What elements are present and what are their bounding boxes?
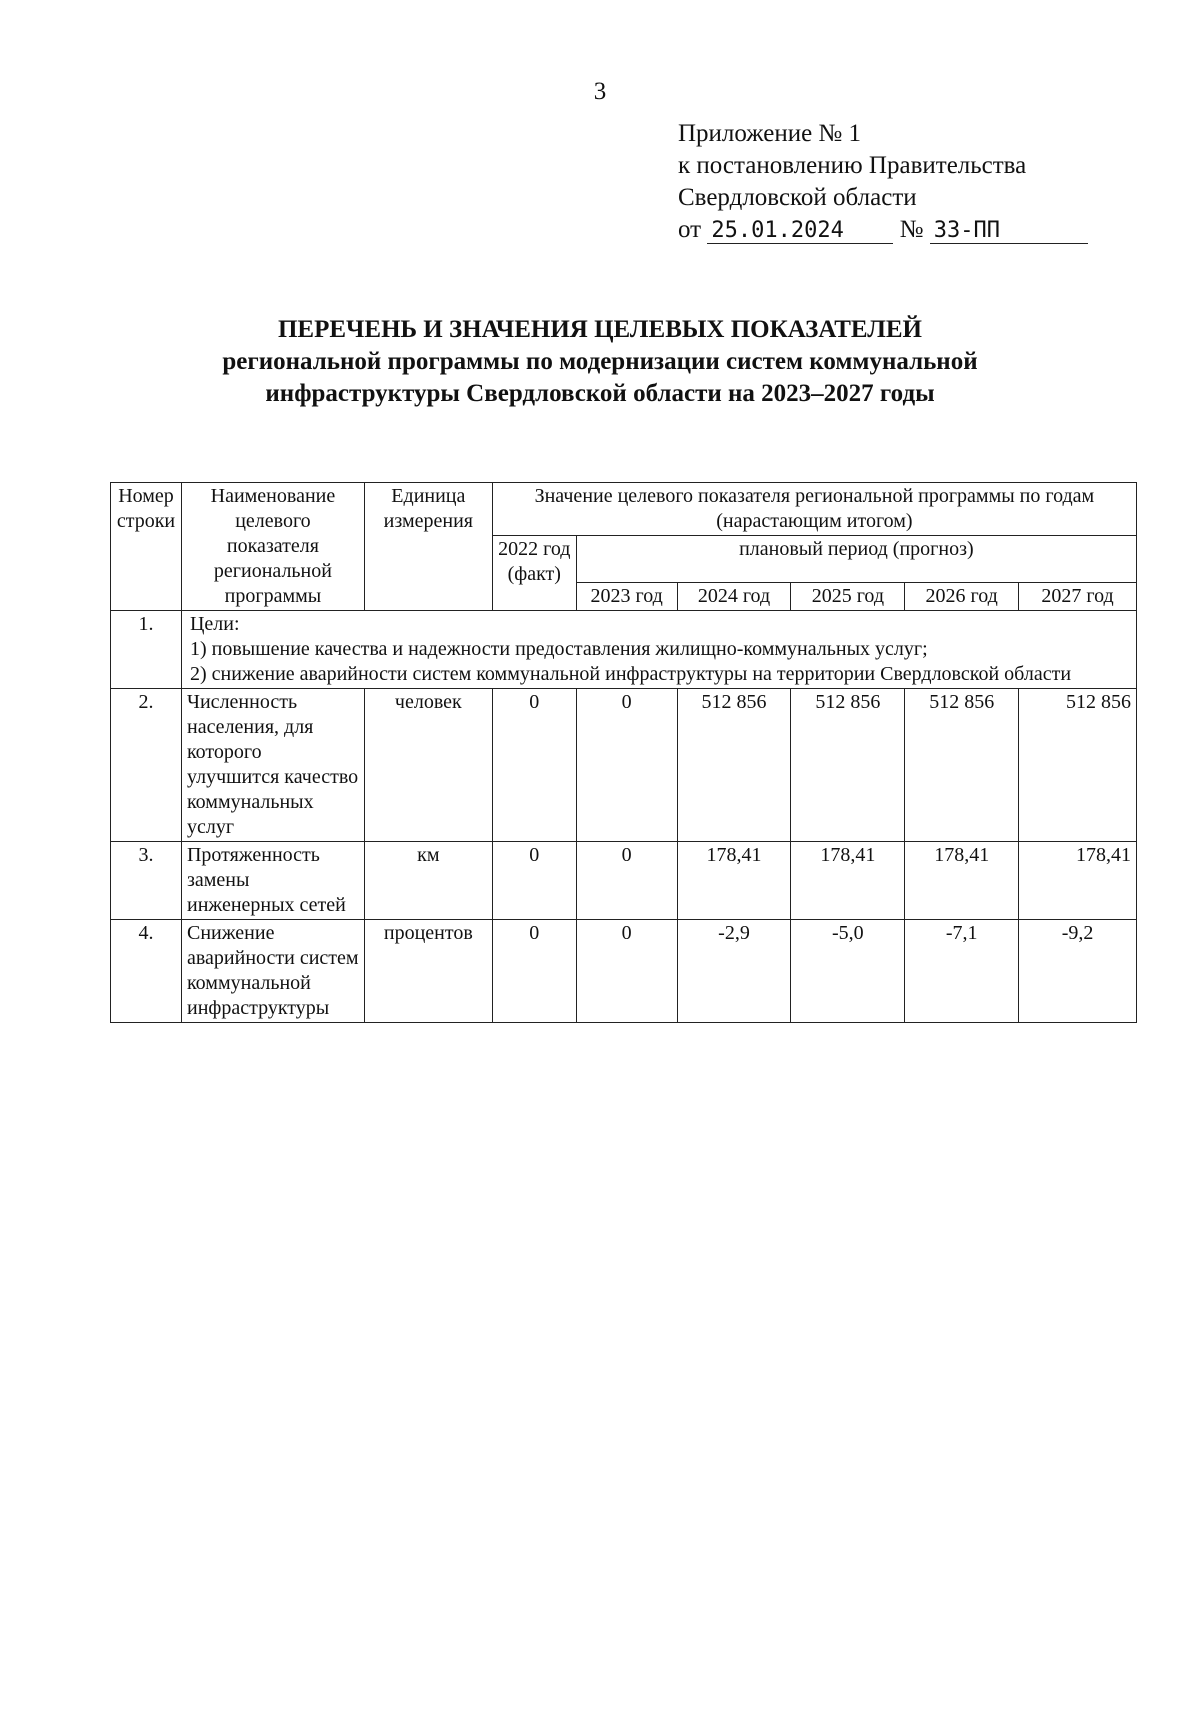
page-number: 3	[593, 78, 607, 105]
row-value-2026: 512 856	[905, 689, 1019, 842]
title-line-1: ПЕРЕЧЕНЬ И ЗНАЧЕНИЯ ЦЕЛЕВЫХ ПОКАЗАТЕЛЕЙ	[277, 316, 923, 343]
goal-item-1: 1) повышение качества и надежности предоставления жилищно-коммунальных услуг;	[189, 638, 928, 660]
date-prefix: от	[678, 216, 702, 243]
appendix-block	[678, 118, 1088, 246]
header-indicator-name: Наименование целевого показателя региональной программы	[181, 483, 364, 611]
decree-number: 33-ПП	[930, 219, 1088, 244]
row-value-2025: 178,41	[791, 842, 905, 920]
table-row	[111, 920, 1137, 1023]
header-year-2022: 2022 год (факт)	[492, 536, 576, 611]
row-indicator-name: Численность населения, для которого улучшится качество коммунальных услуг	[181, 689, 364, 842]
table-row	[111, 689, 1137, 842]
row-value-2022: 0	[492, 920, 576, 1023]
row-value-2025: -5,0	[791, 920, 905, 1023]
header-year-2026: 2026 год	[905, 583, 1019, 611]
header-row-1	[111, 483, 1137, 536]
row-value-2023: 0	[576, 689, 677, 842]
row-value-2025: 512 856	[791, 689, 905, 842]
row-unit: км	[364, 842, 492, 920]
row-indicator-name: Протяженность замены инженерных сетей	[181, 842, 364, 920]
goal-heading: Цели:	[189, 613, 240, 635]
row-unit: процентов	[364, 920, 492, 1023]
row-value-2024: 178,41	[677, 842, 791, 920]
row-indicator-name: Снижение аварийности систем коммунальной инфраструктуры	[181, 920, 364, 1023]
number-prefix: №	[899, 216, 924, 243]
header-year-2024: 2024 год	[677, 583, 791, 611]
goal-item-2: 2) снижение аварийности систем коммунальной инфраструктуры на территории Свердловской области	[189, 663, 1072, 685]
header-unit: Единица измерения	[364, 483, 492, 611]
goal-row-text	[181, 611, 1136, 689]
appendix-date-line	[678, 214, 1088, 246]
row-value-2024: -2,9	[677, 920, 791, 1023]
title-line-3: инфраструктуры Свердловской области на 2023–2027 годы	[265, 380, 935, 407]
row-value-2026: 178,41	[905, 842, 1019, 920]
row-value-2022: 0	[492, 689, 576, 842]
row-value-2024: 512 856	[677, 689, 791, 842]
row-value-2027: 178,41	[1019, 842, 1137, 920]
row-value-2023: 0	[576, 920, 677, 1023]
appendix-line-region: Свердловской области	[678, 184, 917, 211]
header-row-number: Номер строки	[111, 483, 182, 611]
table-row	[111, 842, 1137, 920]
header-year-2027: 2027 год	[1019, 583, 1137, 611]
row-value-2022: 0	[492, 842, 576, 920]
appendix-title: Приложение № 1	[678, 120, 862, 147]
header-year-2025: 2025 год	[791, 583, 905, 611]
goal-row-number: 1.	[111, 611, 182, 689]
row-value-2027: -9,2	[1019, 920, 1137, 1023]
row-value-2026: -7,1	[905, 920, 1019, 1023]
appendix-line-decree: к постановлению Правительства	[678, 152, 1027, 179]
decree-date: 25.01.2024	[707, 219, 893, 244]
header-year-2023: 2023 год	[576, 583, 677, 611]
header-values-group: Значение целевого показателя региональной программы по годам (нарастающим итогом)	[492, 483, 1136, 536]
header-planned-period: плановый период (прогноз)	[576, 536, 1136, 583]
row-unit: человек	[364, 689, 492, 842]
row-value-2023: 0	[576, 842, 677, 920]
indicators-table	[110, 482, 1137, 1023]
document-title	[0, 314, 1200, 410]
goal-row	[111, 611, 1137, 689]
row-number: 3.	[111, 842, 182, 920]
row-number: 2.	[111, 689, 182, 842]
title-line-2: региональной программы по модернизации систем коммунальной	[222, 348, 978, 375]
row-value-2027: 512 856	[1019, 689, 1137, 842]
row-number: 4.	[111, 920, 182, 1023]
